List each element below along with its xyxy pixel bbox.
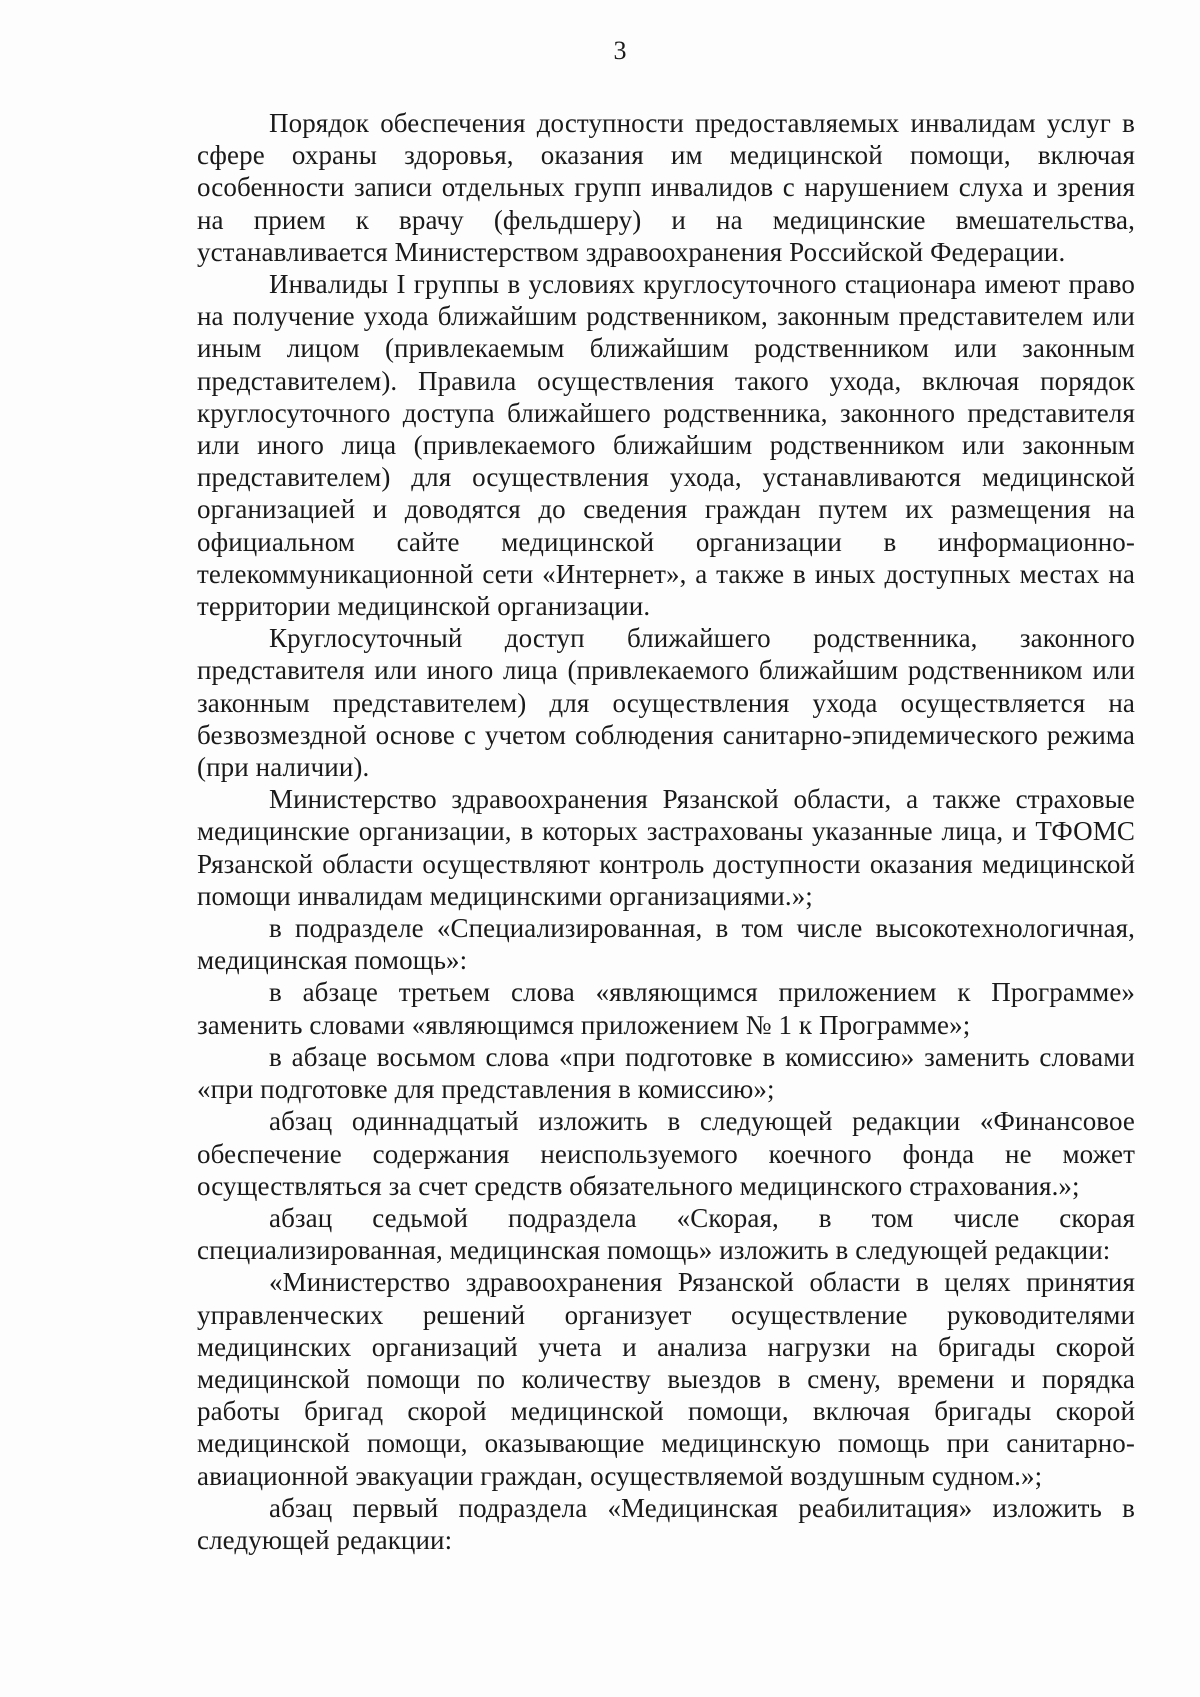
paragraph-rehabilitation-amendment: абзац первый подраздела «Медицинская реабилитация» изложить в следующей редакции: xyxy=(197,1492,1135,1555)
document-body xyxy=(197,107,1135,1556)
paragraph-eighth-clause-amendment: в абзаце восьмом слова «при подготовке в комиссию» заменить словами «при подготовке для представления в комиссию»; xyxy=(197,1041,1135,1105)
paragraph-emergency-care-quote: «Министерство здравоохранения Рязанской области в целях принятия управленческих решений организует осуществление руководителями медицинских организаций учета и анализа нагрузки на бригады скорой медицинской помощи по количеству выездов в смену, времени и порядка работы бригад скорой медицинской помощи, включая бригады скорой медицинской помощи, оказывающие медицинскую помощь при санитарно-авиационной эвакуации граждан, осуществляемой воздушным судном.»; xyxy=(197,1267,1135,1491)
paragraph-ministry-control: Министерство здравоохранения Рязанской области, а также страховые медицинские организации, в которых застрахованы указанные лица, и ТФОМС Рязанской области осуществляют контроль доступности оказания медицинской помощи инвалидам медицинскими организациями.»; xyxy=(197,784,1135,911)
page-number: 3 xyxy=(613,36,627,65)
paragraph-round-the-clock-access: Круглосуточный доступ ближайшего родственника, законного представителя или иного лица (привлекаемого ближайшим родственником или законным представителем) для осуществления ухода осуществляется на безвозмездной основе с учетом соблюдения санитарно-эпидемического режима (при наличии). xyxy=(197,623,1135,783)
paragraph-accessibility-procedure: Порядок обеспечения доступности предоставляемых инвалидам услуг в сфере охраны здоровья, оказания им медицинской помощи, включая особенности записи отдельных групп инвалидов с нарушением слуха и зрения на прием к врачу (фельдшеру) и на медицинские вмешательства, устанавливается Министерством здравоохранения Российской Федерации. xyxy=(197,108,1135,267)
paragraph-group-one-disabled-care: Инвалиды I группы в условиях круглосуточного стационара имеют право на получение ухода ближайшим родственником, законным представителем или иным лицом (привлекаемым ближайшим родственником или законным представителем). Правила осуществления такого ухода, включая порядок круглосуточного доступа ближайшего родственника, законного представителя или иного лица (привлекаемого ближайшим родственником или законным представителем) для осуществления ухода, устанавливаются медицинской организацией и доводятся до сведения граждан путем их размещения на официальном сайте медицинской организации в информационно-телекоммуникационной сети «Интернет», а также в иных доступных местах на территории медицинской организации. xyxy=(197,269,1135,622)
paragraph-emergency-care-amendment: абзац седьмой подраздела «Скорая, в том числе скорая специализированная, медицинская помощь» изложить в следующей редакции: xyxy=(197,1202,1135,1266)
paragraph-third-clause-amendment: в абзаце третьем слова «являющимся приложением к Программе» заменить словами «являющимся приложением № 1 к Программе»; xyxy=(197,977,1135,1040)
paragraph-eleventh-clause-amendment: абзац одиннадцатый изложить в следующей редакции «Финансовое обеспечение содержания неиспользуемого коечного фонда не может осуществляться за счет средств обязательного медицинского страхования.»; xyxy=(197,1106,1135,1201)
paragraph-specialized-care-subsection: в подразделе «Специализированная, в том числе высокотехнологичная, медицинская помощь»: xyxy=(197,913,1135,976)
